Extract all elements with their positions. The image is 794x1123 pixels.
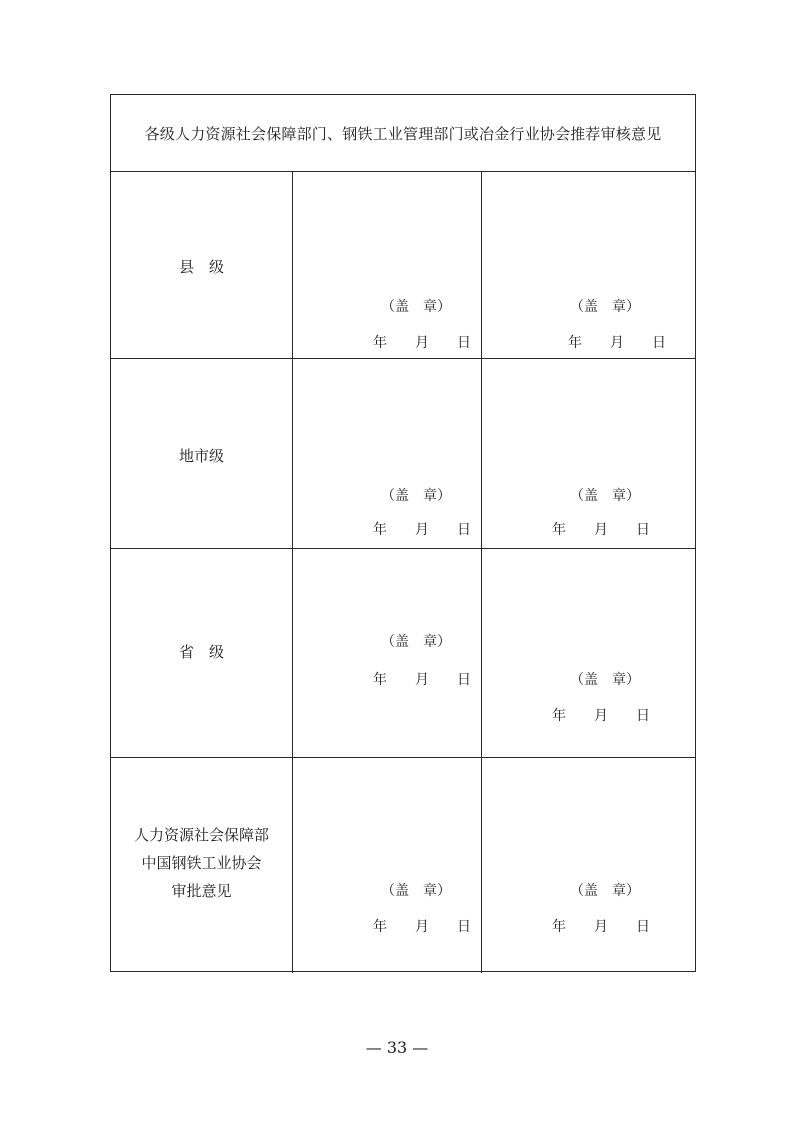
seal-text: （盖 章） <box>381 883 451 899</box>
opinion-cell-1 <box>293 549 482 757</box>
recommendation-form-table <box>110 94 696 972</box>
table-row-city <box>111 359 695 549</box>
row-label: 省 级 <box>178 643 224 661</box>
label-cell <box>111 359 293 548</box>
seal-text: （盖 章） <box>570 883 640 899</box>
seal-text: （盖 章） <box>570 299 640 315</box>
seal-text: （盖 章） <box>381 634 451 650</box>
table-row-approval <box>111 758 695 973</box>
date-text: 年 月 日 <box>552 919 650 935</box>
opinion-cell-2 <box>482 758 695 973</box>
opinion-cell-2 <box>482 359 695 548</box>
row-label: 地市级 <box>178 447 224 465</box>
seal-text: （盖 章） <box>570 672 640 688</box>
date-text: 年 月 日 <box>552 708 650 724</box>
page-number: — 33 — <box>365 1038 429 1057</box>
date-text: 年 月 日 <box>373 522 471 538</box>
row-label-line-1: 人力资源社会保障部 <box>133 826 269 844</box>
date-text: 年 月 日 <box>373 335 471 351</box>
form-header: 各级人力资源社会保障部门、钢铁工业管理部门或冶金行业协会推荐审核意见 <box>111 95 695 172</box>
date-text: 年 月 日 <box>373 672 471 688</box>
date-text: 年 月 日 <box>552 522 650 538</box>
date-text: 年 月 日 <box>568 335 666 351</box>
opinion-cell-1 <box>293 172 482 358</box>
opinion-cell-1 <box>293 758 482 973</box>
row-label-line-3: 审批意见 <box>171 882 232 900</box>
row-label: 县 级 <box>178 258 224 276</box>
date-text: 年 月 日 <box>373 919 471 935</box>
label-cell <box>111 549 293 757</box>
label-cell <box>111 758 293 973</box>
table-row-province <box>111 549 695 758</box>
table-row-county <box>111 172 695 359</box>
seal-text: （盖 章） <box>381 299 451 315</box>
label-cell <box>111 172 293 358</box>
row-label-line-2: 中国钢铁工业协会 <box>141 854 262 872</box>
opinion-cell-2 <box>482 549 695 757</box>
opinion-cell-2 <box>482 172 695 358</box>
seal-text: （盖 章） <box>570 488 640 504</box>
opinion-cell-1 <box>293 359 482 548</box>
seal-text: （盖 章） <box>381 488 451 504</box>
